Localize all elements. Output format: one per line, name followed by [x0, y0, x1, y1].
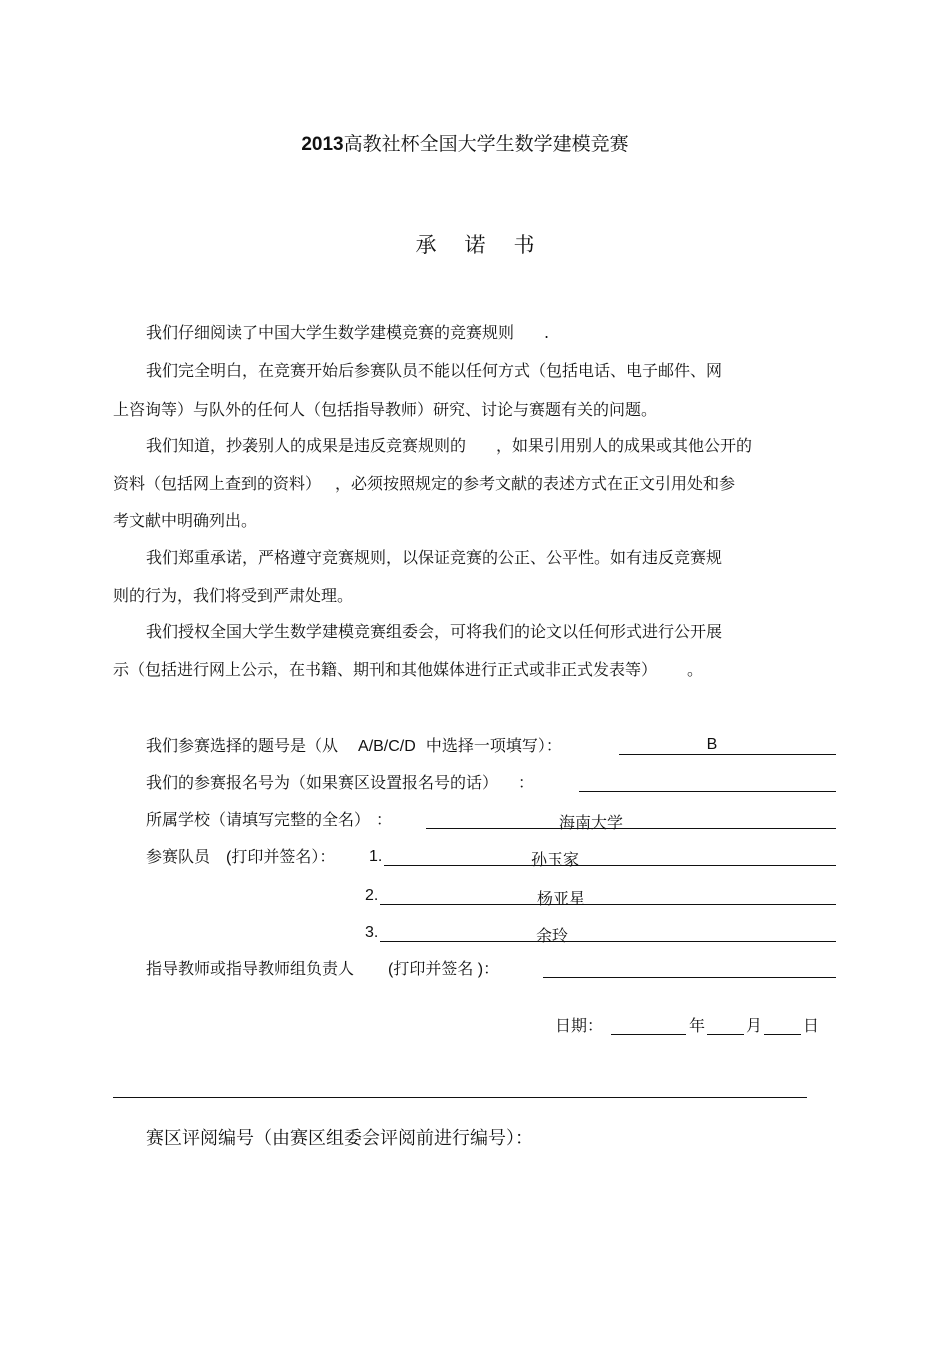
- problem-label-c: 中选择一项填写）：: [425, 736, 562, 755]
- paragraph-3-line-3: 考文献中明确列出。: [113, 511, 258, 530]
- paragraph-5-line-2-text: 示（包括进行网上公示，在书籍、期刊和其他媒体进行正式或非正式发表等）: [113, 660, 650, 679]
- paragraph-2-line-1: 我们完全明白，在竞赛开始后参赛队员不能以任何方式（包括电话、电子邮件、网: [146, 361, 723, 380]
- paragraph-2-line-2: 上咨询等）与队外的任何人（包括指导教师）研究、讨论与赛题有关的问题。: [113, 400, 658, 419]
- school-colon: ：: [376, 810, 393, 829]
- paragraph-3-line-1: [146, 436, 752, 456]
- member-2-name-field[interactable]: 杨亚星: [536, 889, 585, 908]
- school-label-text: 所属学校（请填写完整的全名）: [146, 810, 363, 829]
- title-text: 高教社杯全国大学生数学建模竞赛: [343, 133, 629, 155]
- date-label: 日期：: [555, 1016, 604, 1035]
- school-value-field[interactable]: 海南大学: [558, 813, 623, 832]
- advisor-hint: (打印并签名 )：: [388, 961, 500, 978]
- member-1-number: 1.: [369, 848, 383, 865]
- school-label: [146, 810, 392, 830]
- paragraph-3-line-1a: 我们知道，抄袭别人的成果是违反竞赛规则的: [146, 436, 467, 455]
- members-label-text: 参赛队员: [146, 847, 211, 866]
- paragraph-4-line-1: 我们郑重承诺，严格遵守竞赛规则，以保证竞赛的公正、公平性。如有违反竞赛规: [146, 548, 723, 567]
- paragraph-3-line-1b: ，如果引用别人的成果或其他公开的: [496, 436, 753, 455]
- members-hint: (打印并签名）：: [226, 849, 336, 866]
- advisor-label: [146, 959, 499, 980]
- advisor-label-text: 指导教师或指导教师组负责人: [146, 959, 355, 978]
- paragraph-5-line-1: 我们授权全国大学生数学建模竞赛组委会，可将我们的论文以任何形式进行公开展: [146, 622, 723, 641]
- registration-underline: [579, 791, 836, 792]
- problem-value-field[interactable]: B: [706, 736, 718, 753]
- page-title: [0, 129, 930, 156]
- paragraph-1-text: 我们仔细阅读了中国大学生数学建模竞赛的竞赛规则: [146, 323, 515, 342]
- advisor-underline: [543, 977, 836, 978]
- title-year: 2013: [301, 134, 344, 155]
- date-year-unit: 年: [689, 1016, 706, 1035]
- members-label: [146, 847, 335, 868]
- paragraph-3-line-2b: ，必须按照规定的参考文献的表述方式在正文引用处和参: [335, 474, 736, 493]
- review-number-label: 赛区评阅编号（由赛区组委会评阅前进行编号）：: [146, 1128, 533, 1149]
- member-3-name-field[interactable]: 余玲: [535, 926, 568, 945]
- date-year-field[interactable]: [611, 1034, 686, 1035]
- date-month-unit: 月: [746, 1016, 763, 1035]
- problem-label-a: 我们参赛选择的题号是（从: [146, 736, 339, 755]
- registration-label: [146, 773, 534, 793]
- paragraph-5-line-2: [113, 660, 703, 680]
- member-2-number: 2.: [365, 887, 379, 904]
- date-day-field[interactable]: [764, 1034, 801, 1035]
- paragraph-4-line-2: 则的行为，我们将受到严肃处理。: [113, 586, 354, 605]
- document-subtitle: 承诺书: [415, 233, 563, 257]
- registration-label-text: 我们的参赛报名号为（如果赛区设置报名号的话）: [146, 773, 491, 792]
- paragraph-1-end: .: [544, 323, 550, 342]
- date-month-field[interactable]: [707, 1034, 744, 1035]
- paragraph-5-end: 。: [687, 660, 704, 679]
- paragraph-3-line-2: [113, 474, 735, 494]
- registration-colon: ：: [518, 773, 535, 792]
- paragraph-3-line-2a: 资料（包括网上查到的资料）: [113, 474, 314, 493]
- member-1-name-field[interactable]: 孙玉家: [530, 850, 579, 869]
- section-divider: [113, 1097, 807, 1098]
- problem-underline: [619, 754, 836, 755]
- paragraph-1: [146, 323, 549, 343]
- member-3-number: 3.: [365, 924, 379, 941]
- problem-label: [146, 736, 562, 757]
- problem-label-b: A/B/C/D: [358, 738, 416, 755]
- date-day-unit: 日: [803, 1016, 820, 1035]
